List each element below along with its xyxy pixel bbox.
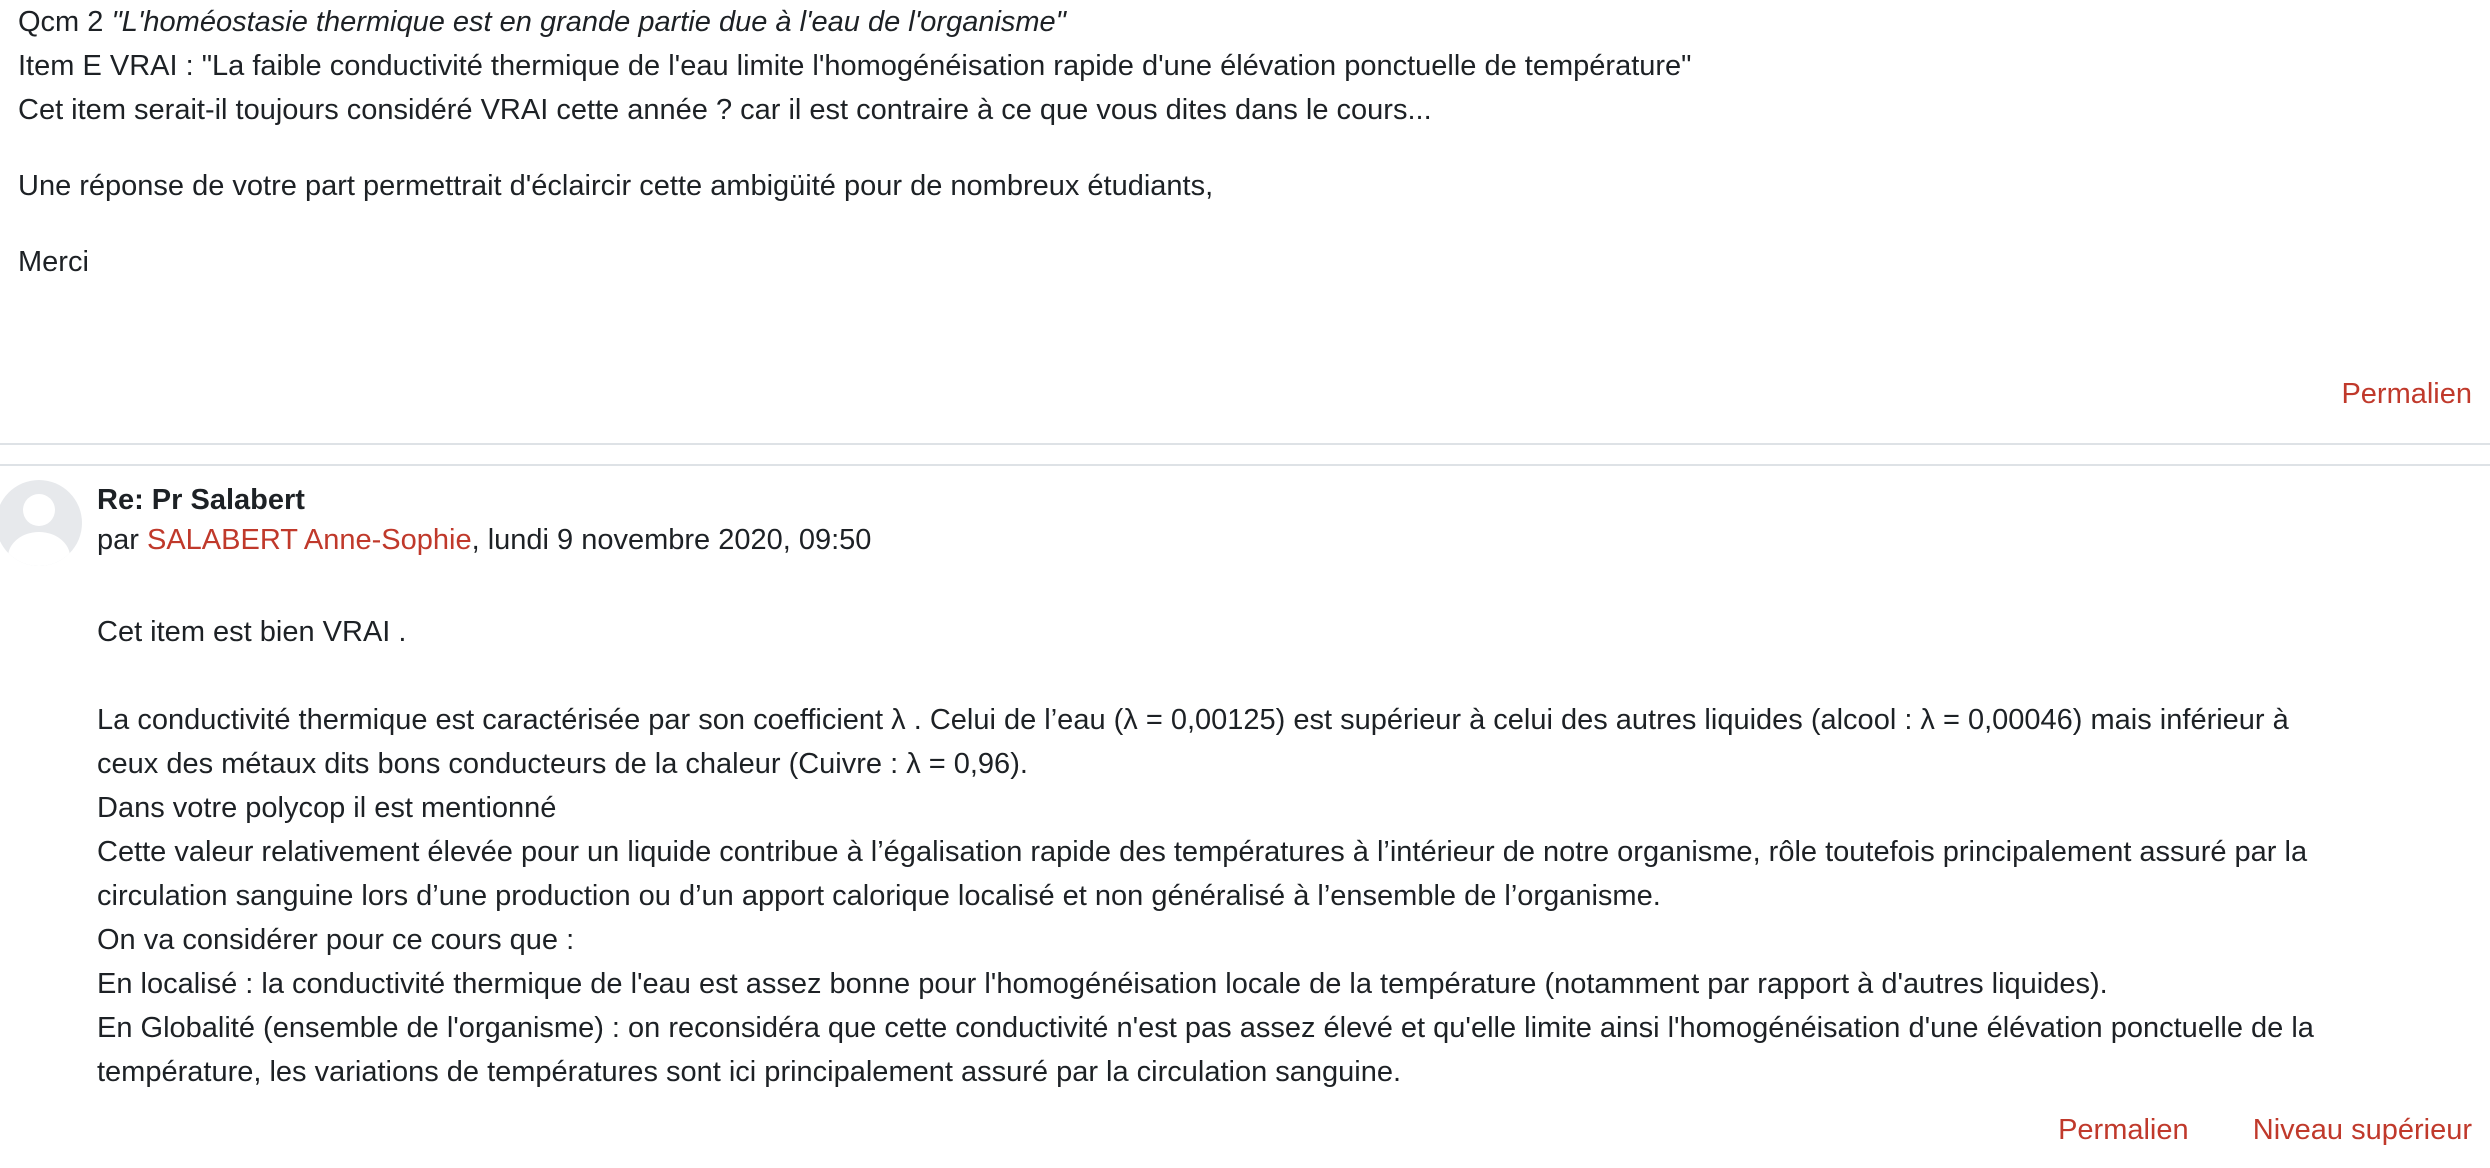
reply-line: Dans votre polycop il est mentionné <box>97 792 557 824</box>
author-link[interactable]: SALABERT Anne-Sophie <box>146 524 472 556</box>
post-1-permalink[interactable]: Permalien <box>2341 378 2472 410</box>
post-1-spacer <box>18 132 1691 164</box>
reply-permalink[interactable]: Permalien <box>2058 1114 2189 1146</box>
reply-line: température, les variations de températures sont ici principalement assuré par la circulation sanguine. <box>97 1056 1402 1088</box>
reply-line: En localisé : la conductivité thermique de l'eau est assez bonne pour l'homogénéisation locale de la température (notamment par rapport à d'autres liquides). <box>97 968 2108 1000</box>
post-1-quote: "L'homéostasie thermique est en grande partie due à l'eau de l'organisme" <box>111 6 1066 38</box>
reply-byline <box>97 518 871 562</box>
parent-level-link[interactable]: Niveau supérieur <box>2252 1114 2472 1146</box>
post-1-line-4: Une réponse de votre part permettrait d'éclaircir cette ambigüité pour de nombreux étudiants, <box>18 170 1214 202</box>
post-1-spacer-2 <box>18 208 1691 240</box>
post-divider-1 <box>0 443 2490 445</box>
reply-subject: Re: Pr Salabert <box>97 484 305 516</box>
post-date: , lundi 9 novembre 2020, 09:50 <box>471 524 872 556</box>
reply-line: circulation sanguine lors d’une production ou d’un apport calorique localisé et non généralisé à l’ensemble de l’organisme. <box>97 880 1661 912</box>
reply-line: Cet item est bien VRAI . <box>97 616 407 648</box>
reply-line: Cette valeur relativement élevée pour un liquide contribue à l’égalisation rapide des températures à l’intérieur de notre organisme, rôle toutefois principalement assuré par la <box>97 836 2308 868</box>
reply-line: En Globalité (ensemble de l'organisme) : on reconsidéra que cette conductivité n'est pas assez élevé et qu'elle limite ainsi l'homogénéisation d'une élévation ponctuelle de la <box>97 1012 2314 1044</box>
byline-prefix: par <box>97 524 147 556</box>
reply-body <box>97 610 2314 1094</box>
post-divider-2 <box>0 464 2490 466</box>
reply-line: La conductivité thermique est caractérisée par son coefficient λ . Celui de l’eau (λ = 0,00125) est supérieur à celui des autres liquides (alcool : λ = 0,00046) mais inférieur à <box>97 704 2289 736</box>
post-1-line-3: Cet item serait-il toujours considéré VRAI cette année ? car il est contraire à ce que vous dites dans le cours... <box>18 94 1432 126</box>
reply-line: ceux des métaux dits bons conducteurs de la chaleur (Cuivre : λ = 0,96). <box>97 748 1028 780</box>
author-avatar[interactable] <box>0 480 82 566</box>
reply-line <box>97 654 2314 698</box>
avatar-head-icon <box>23 494 55 526</box>
post-1-line-1: Qcm 2 "L'homéostasie thermique est en grande partie due à l'eau de l'organisme" <box>18 6 1066 38</box>
reply-line: On va considérer pour ce cours que : <box>97 924 575 956</box>
post-1-line-5: Merci <box>18 246 89 278</box>
avatar-shoulders-icon <box>8 532 70 566</box>
reply-actions <box>2058 1108 2472 1152</box>
post-1-line-2: Item E VRAI : "La faible conductivité thermique de l'eau limite l'homogénéisation rapide d'une élévation ponctuelle de température" <box>18 50 1692 82</box>
post-1-body <box>18 0 1691 284</box>
